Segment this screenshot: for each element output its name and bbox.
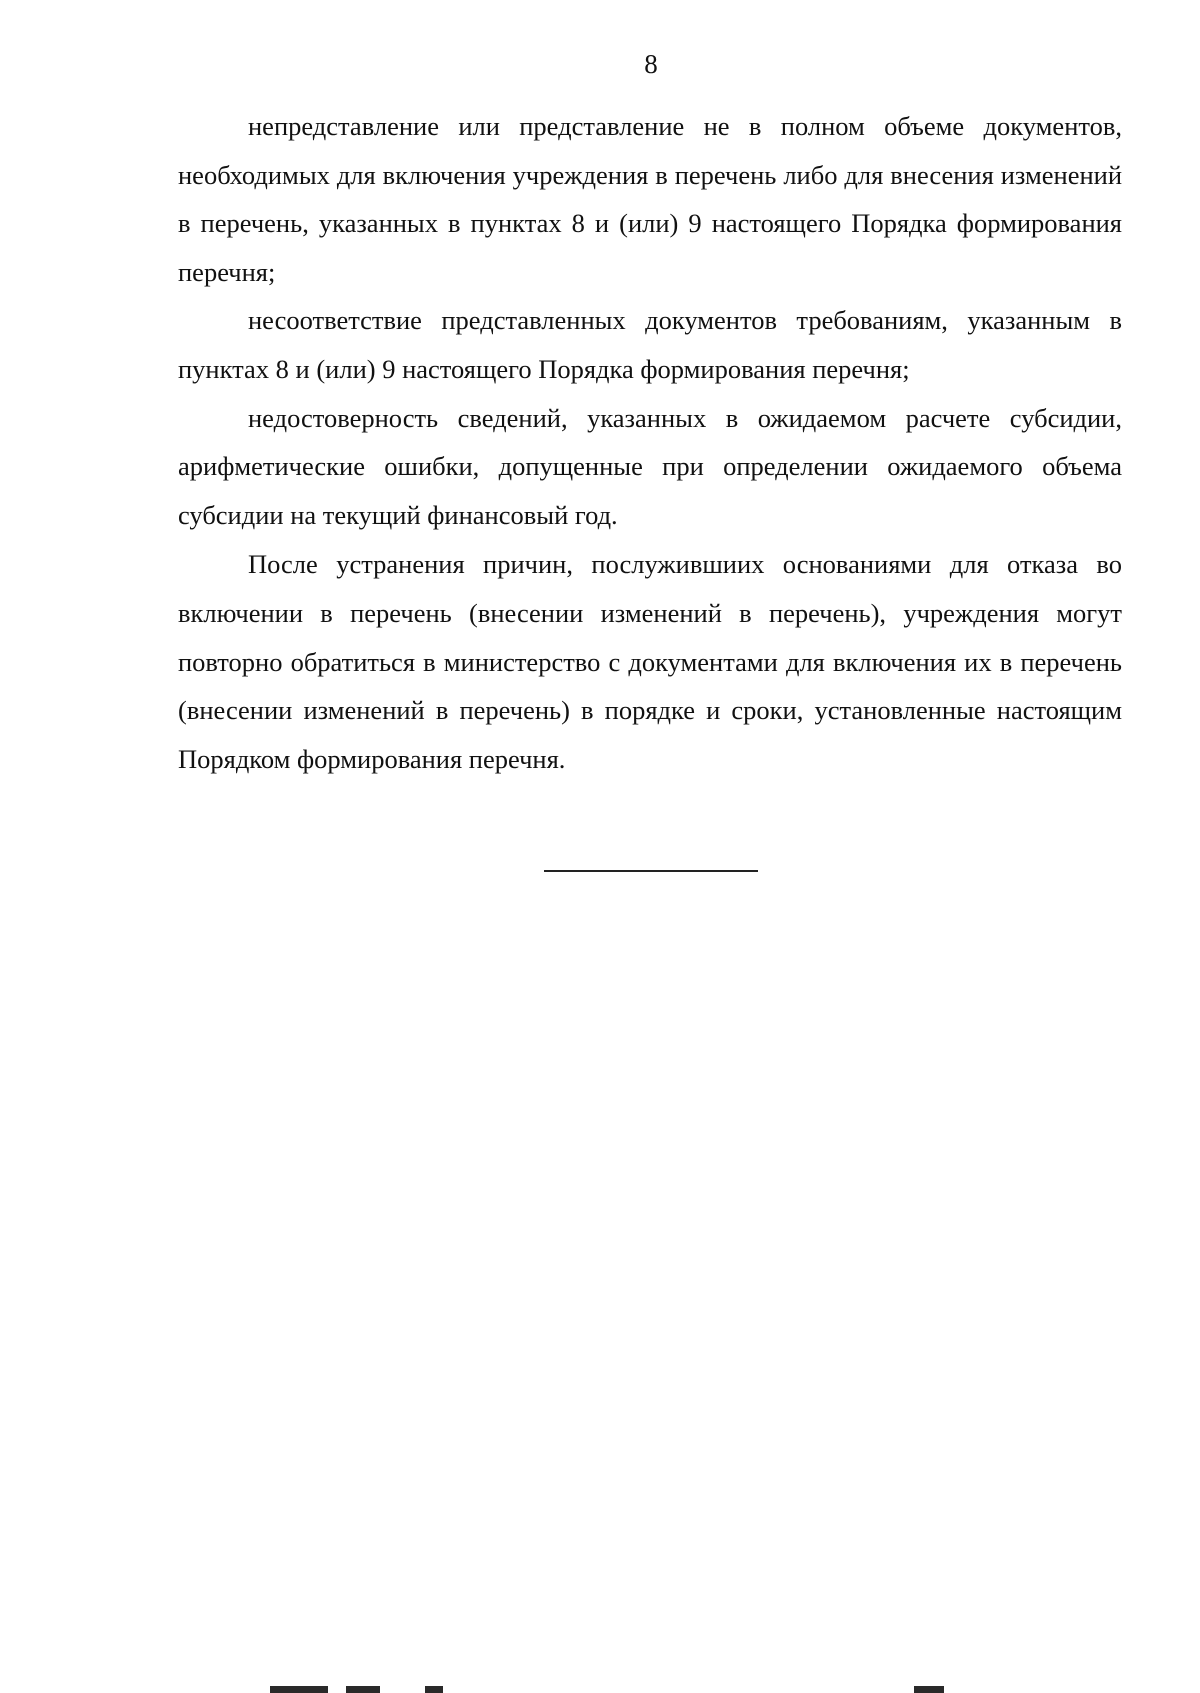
- end-separator-line: [544, 870, 758, 872]
- paragraph-refusal-ground-noncompliance: несоответствие представленных документов требованиям, указанным в пунктах 8 и (или) 9 настоящего Порядка формирования перечня;: [178, 305, 1122, 384]
- paragraph-refusal-ground-inaccuracy: недостоверность сведений, указанных в ожидаемом расчете субсидии, арифметические ошибки, допущенные при определении ожидаемого объема субсидии на текущий финансовый год.: [178, 402, 1122, 530]
- scan-edge-artifact: [425, 1686, 443, 1693]
- scan-edge-artifact: [270, 1686, 328, 1693]
- paragraph-refusal-ground-incomplete-documents: непредставление или представление не в полном объеме документов, необходимых для включения учреждения в перечень либо для внесения изменений в перечень, указанных в пунктах 8 и (или) 9 настоящего Порядка формирования перечня;: [178, 111, 1122, 287]
- page-number: 8: [644, 49, 658, 79]
- paragraph-reapplication: После устранения причин, послужившиих основаниями для отказа во включении в перечень (внесении изменений в перечень), учреждения могут повторно обратиться в министерство с документами для включения их в перечень (внесении изменений в перечень) в порядке и сроки, установленные настоящим Порядком формирования перечня.: [178, 549, 1122, 774]
- document-body: [178, 102, 1122, 783]
- scan-edge-artifact: [346, 1686, 380, 1693]
- scan-edge-artifact: [914, 1686, 944, 1693]
